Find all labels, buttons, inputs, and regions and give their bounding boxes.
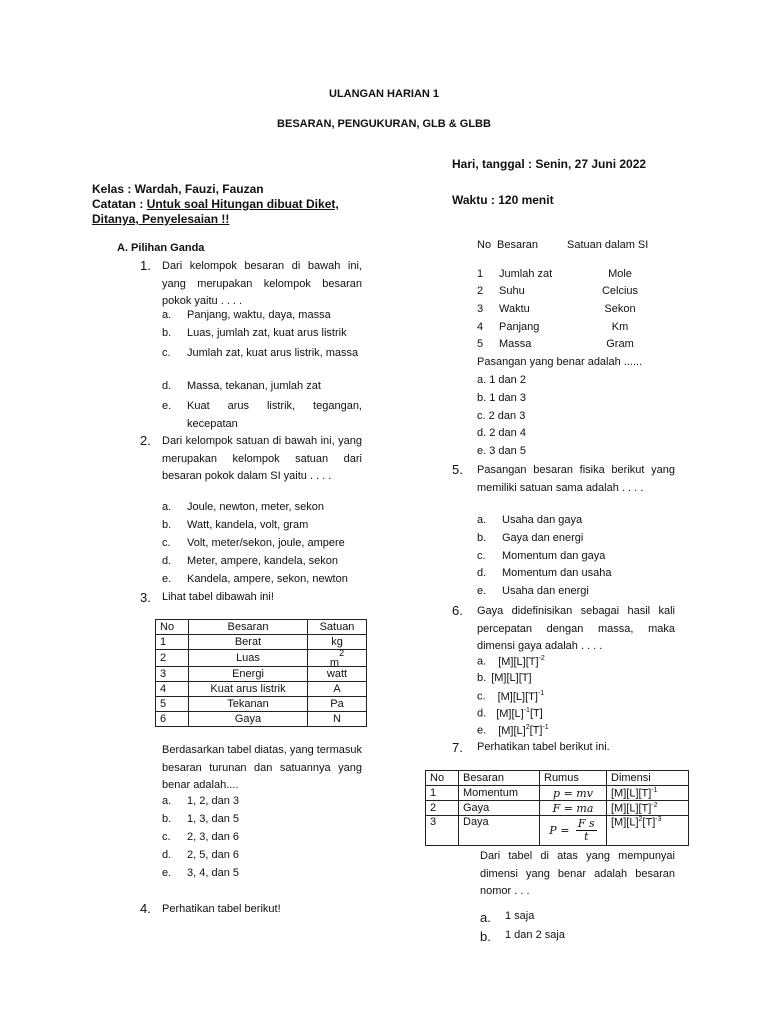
table-row: 5 Tekanan Pa xyxy=(156,696,367,711)
q2-options: a. Joule, newton, meter, sekon b. Watt, kandela, volt, gram c. Volt, meter/sekon, joule, ampere d. Meter, ampere, kandela, sekon e. Kandela, ampere, sekon, newton xyxy=(162,501,348,585)
q5-text: Pasangan besaran fisika berikut yang memiliki satuan sama adalah . . . . xyxy=(477,464,675,494)
table-row: 3 Daya P = $\frac{\text{F s}}{t}$ $[M][L]^2[T]^{-3}$ xyxy=(426,816,689,846)
q6-option-d[interactable]: d. $[M][L]^{-1}[T]$ xyxy=(477,707,543,720)
q3-table xyxy=(155,619,367,727)
q3-options: a. 1, 2, dan 3 b. 1, 3, dan 5 c. 2, 3, dan 6 d. 2, 5, dan 6 e. 3, 4, dan 5 xyxy=(162,795,239,879)
page-title: ULANGAN HARIAN 1 xyxy=(329,88,439,100)
table-row: 2 Luas $m^2$ xyxy=(156,650,367,667)
table-row: 2 Gaya F = ma $[M][L][T]^{-2}$ xyxy=(426,801,689,816)
q7-number: 7. xyxy=(452,740,463,755)
note-label: Catatan : xyxy=(92,197,147,211)
q3-text: Lihat tabel dibawah ini! xyxy=(162,591,274,603)
q6-option-c[interactable]: c. $[M][L][T]^{-1}$ xyxy=(477,690,545,703)
q4-option-b[interactable]: b. 1 dan 3 xyxy=(477,392,526,404)
q4-number: 4. xyxy=(140,901,151,916)
q4-list-header: No Besaran Satuan dalam SI xyxy=(477,239,649,251)
q1-options: a. Panjang, waktu, daya, massa b. Luas, jumlah zat, kuat arus listrik c. Jumlah zat, kuat arus listrik, massa d. Massa, tekanan, jumlah zat e. Kuat arus listrik, tegangan, kecepatan xyxy=(162,309,362,430)
q6-option-b[interactable]: b. [M][L][T] xyxy=(477,672,532,684)
q6-options xyxy=(477,655,675,740)
note-text: Untuk soal Hitungan dibuat Diket, Ditanya, Penyelesaian !! xyxy=(92,197,339,226)
exam-date: Hari, tanggal : Senin, 27 Juni 2022 xyxy=(452,157,647,171)
q7-table xyxy=(425,770,689,846)
page-subtitle: BESARAN, PENGUKURAN, GLB & GLBB xyxy=(277,118,491,130)
q4-option-e[interactable]: e. 3 dan 5 xyxy=(477,445,526,457)
q5-options: a. Usaha dan gaya b. Gaya dan energi c. Momentum dan gaya d. Momentum dan usaha e. Usaha dan energi xyxy=(477,514,612,597)
table-row: 6 Gaya N xyxy=(156,711,367,726)
table-header-row: No Besaran Rumus Dimensi xyxy=(426,771,689,786)
q7-text2: Dari tabel di atas yang mempunyai dimensi yang benar adalah besaran nomor . . . xyxy=(480,850,675,897)
table-header-row: No Besaran Satuan xyxy=(156,620,367,635)
power-formula: P = $\frac{\text{F s}}{t}$ xyxy=(540,816,607,846)
table-row: 3 Energi watt xyxy=(156,666,367,681)
q5-number: 5. xyxy=(452,462,463,477)
q7-options: a. 1 saja b. 1 dan 2 saja xyxy=(480,910,565,944)
q3-number: 3. xyxy=(140,590,151,605)
section-title: A. Pilihan Ganda xyxy=(117,242,205,254)
q4-text: Perhatikan tabel berikut! xyxy=(162,903,281,915)
q6-number: 6. xyxy=(452,603,463,618)
q4-option-a[interactable]: a. 1 dan 2 xyxy=(477,374,526,386)
q4-list: 1 Jumlah zat Mole 2 Suhu Celcius 3 Waktu Sekon 4 Panjang Km 5 Massa Gram xyxy=(477,268,639,350)
q4-option-c[interactable]: c. 2 dan 3 xyxy=(477,410,526,422)
table-row: 4 Kuat arus listrik A xyxy=(156,681,367,696)
table-row: 1 Berat kg xyxy=(156,635,367,650)
q3-text2: Berdasarkan tabel diatas, yang termasuk besaran turunan dan satuannya yang benar adalah.... xyxy=(162,744,362,791)
class-info: Kelas : Wardah, Fauzi, Fauzan xyxy=(92,182,264,196)
q4-option-d[interactable]: d. 2 dan 4 xyxy=(477,427,526,439)
q1-text: Dari kelompok besaran di bawah ini, yang merupakan kelompok besaran pokok yaitu . . . . xyxy=(162,260,362,307)
q2-text: Dari kelompok satuan di bawah ini, yang merupakan kelompok satuan dari besaran pokok dalam SI yaitu . . . . xyxy=(162,435,362,482)
table-row: 1 Momentum p = mv $[M][L][T]^{-1}$ xyxy=(426,786,689,801)
q6-text: Gaya didefinisikan sebagai hasil kali percepatan dengan massa, maka dimensi gaya adalah . . . . xyxy=(477,605,675,652)
q7-text: Perhatikan tabel berikut ini. xyxy=(477,741,610,753)
exam-time: Waktu : 120 menit xyxy=(452,193,554,207)
q6-option-a[interactable]: a. $[M][L][T]^{-2}$ xyxy=(477,655,545,668)
q2-number: 2. xyxy=(140,433,151,448)
note xyxy=(92,197,342,227)
q4-options xyxy=(477,374,597,464)
q4-question: Pasangan yang benar adalah ...... xyxy=(477,356,643,368)
q1-number: 1. xyxy=(140,258,151,273)
q6-option-e[interactable]: e. $[M][L]^2[T]^{-1}$ xyxy=(477,724,549,737)
